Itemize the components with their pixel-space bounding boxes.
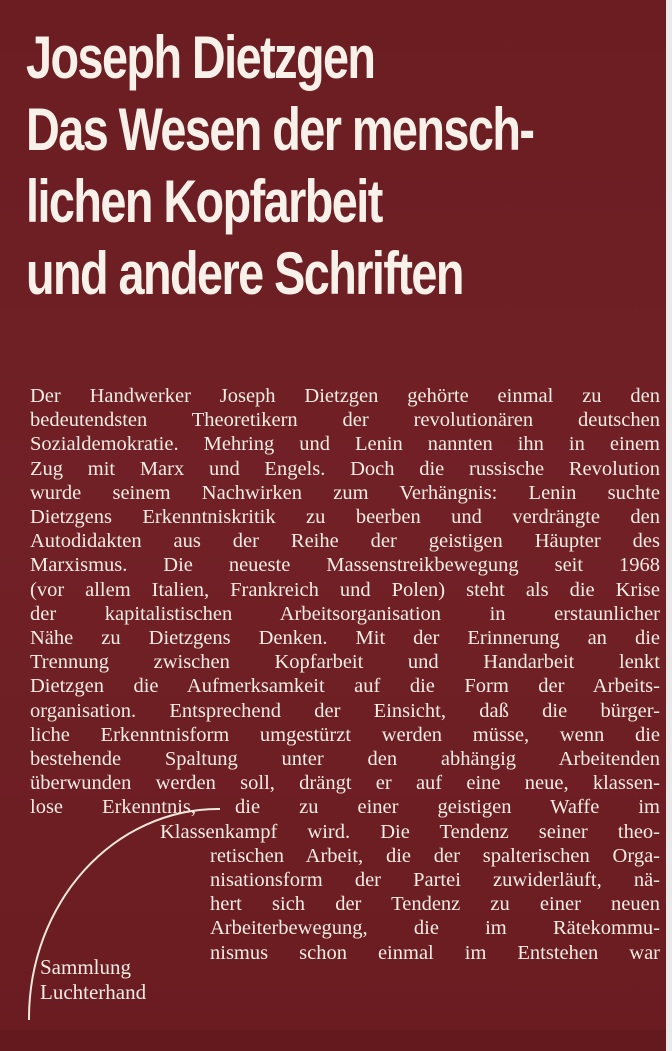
title-block bbox=[26, 22, 666, 310]
blurb-line: Der Handwerker Joseph Dietzgen gehörte einmal zu den bbox=[30, 385, 660, 407]
series-line-2: Luchterhand bbox=[40, 980, 147, 1004]
blurb-line: Marxismus. Die neueste Massenstreikbewegung seit 1968 bbox=[30, 554, 660, 577]
blurb-line: Trennung zwischen Kopfarbeit und Handarbeit lenkt bbox=[30, 651, 660, 674]
blurb-line: Dietzgen die Aufmerksamkeit auf die Form der Arbeits- bbox=[30, 675, 660, 698]
blurb-line: Zug mit Marx und Engels. Doch die russische Revolution bbox=[30, 457, 660, 480]
title-line-1: Das Wesen der mensch- bbox=[26, 96, 534, 163]
blurb-line: bestehende Spaltung unter den abhängig Arbeitenden bbox=[30, 748, 660, 771]
blurb-line: bedeutendsten Theoretikern der revolutionären deutschen bbox=[30, 409, 660, 432]
blurb-line: liche Erkenntnisform umgestürzt werden müsse, wenn die bbox=[30, 723, 660, 746]
blurb-line: nismus schon einmal im Entstehen war bbox=[210, 941, 660, 964]
series-line-1: Sammlung bbox=[40, 955, 132, 979]
blurb-line: wurde seinem Nachwirken zum Verhängnis: Lenin suchte bbox=[30, 481, 660, 504]
author-name: Joseph Dietzgen bbox=[26, 24, 375, 91]
blurb-line: lose Erkenntnis, die zu einer geistigen Waffe im bbox=[30, 796, 660, 819]
blurb-line: retischen Arbeit, die der spalterischen Orga- bbox=[210, 844, 660, 867]
publisher-series bbox=[40, 955, 146, 1005]
blurb-line: Klassenkampf wird. Die Tendenz seiner theo- bbox=[160, 820, 660, 843]
title-line-3: und andere Schriften bbox=[26, 240, 463, 307]
blurb-line: hert sich der Tendenz zu einer neuen bbox=[210, 893, 660, 916]
blurb-line: der kapitalistischen Arbeitsorganisation in erstaunlicher bbox=[30, 602, 660, 625]
blurb-line: nisationsform der Partei zuwiderläuft, nä- bbox=[210, 869, 660, 892]
blurb-line: organisation. Entsprechend der Einsicht, daß die bürger- bbox=[30, 699, 660, 722]
blurb-line: (vor allem Italien, Frankreich und Polen) steht als die Krise bbox=[30, 578, 660, 601]
scan-edge bbox=[666, 0, 672, 1051]
bottom-edge bbox=[0, 1030, 672, 1051]
blurb-line: überwunden werden soll, drängt er auf eine neue, klassen- bbox=[30, 772, 660, 795]
title-line-2: lichen Kopfarbeit bbox=[26, 168, 382, 235]
blurb-line: Sozialdemokratie. Mehring und Lenin nannten ihn in einem bbox=[30, 433, 660, 456]
blurb-line: Dietzgens Erkenntniskritik zu beerben und verdrängte den bbox=[30, 506, 660, 529]
blurb-line: Autodidakten aus der Reihe der geistigen Häupter des bbox=[30, 530, 660, 553]
blurb-line: Arbeiterbewegung, die im Rätekommu- bbox=[210, 917, 660, 940]
blurb-line: Nähe zu Dietzgens Denken. Mit der Erinnerung an die bbox=[30, 627, 660, 650]
